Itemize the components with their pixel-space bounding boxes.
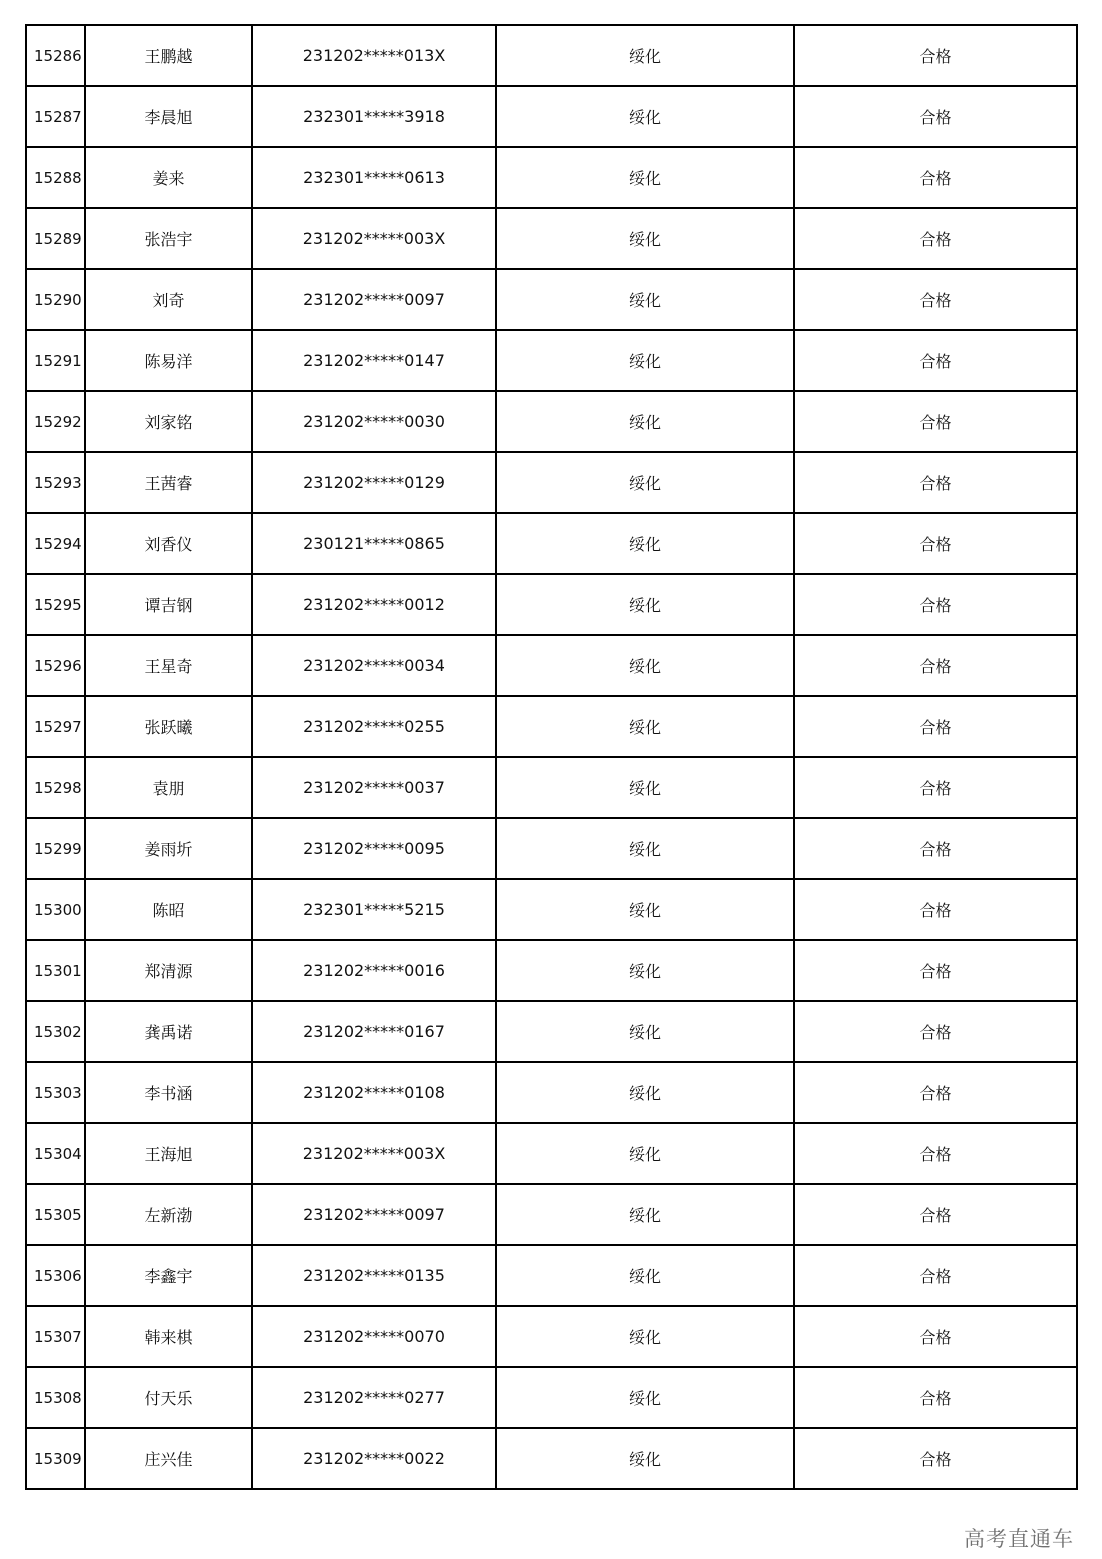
cell-number: 15298: [26, 757, 85, 818]
results-table-container: [25, 24, 1076, 1490]
cell-location: 绥化: [496, 86, 794, 147]
cell-name: 陈易洋: [85, 330, 252, 391]
cell-number: 15287: [26, 86, 85, 147]
cell-id-number: 231202*****0135: [252, 1245, 496, 1306]
cell-location: 绥化: [496, 1245, 794, 1306]
cell-name: 张浩宇: [85, 208, 252, 269]
table-row: [26, 635, 1077, 696]
cell-location: 绥化: [496, 1184, 794, 1245]
cell-number: 15289: [26, 208, 85, 269]
cell-id-number: 231202*****0030: [252, 391, 496, 452]
cell-name: 王海旭: [85, 1123, 252, 1184]
cell-name: 谭吉钢: [85, 574, 252, 635]
cell-number: 15308: [26, 1367, 85, 1428]
cell-result: 合格: [794, 1367, 1077, 1428]
cell-name: 张跃曦: [85, 696, 252, 757]
cell-result: 合格: [794, 879, 1077, 940]
cell-name: 龚禹诺: [85, 1001, 252, 1062]
cell-number: 15306: [26, 1245, 85, 1306]
cell-number: 15286: [26, 25, 85, 86]
cell-number: 15304: [26, 1123, 85, 1184]
table-row: [26, 86, 1077, 147]
cell-id-number: 231202*****0097: [252, 269, 496, 330]
cell-name: 王星奇: [85, 635, 252, 696]
table-row: [26, 574, 1077, 635]
cell-name: 姜雨圻: [85, 818, 252, 879]
cell-id-number: 231202*****0167: [252, 1001, 496, 1062]
cell-id-number: 231202*****003X: [252, 208, 496, 269]
cell-name: 姜来: [85, 147, 252, 208]
cell-name: 刘家铭: [85, 391, 252, 452]
cell-number: 15288: [26, 147, 85, 208]
cell-number: 15296: [26, 635, 85, 696]
cell-number: 15303: [26, 1062, 85, 1123]
cell-location: 绥化: [496, 1062, 794, 1123]
cell-name: 刘奇: [85, 269, 252, 330]
cell-number: 15301: [26, 940, 85, 1001]
cell-id-number: 232301*****3918: [252, 86, 496, 147]
cell-number: 15307: [26, 1306, 85, 1367]
cell-number: 15305: [26, 1184, 85, 1245]
cell-result: 合格: [794, 86, 1077, 147]
table-row: [26, 391, 1077, 452]
cell-location: 绥化: [496, 818, 794, 879]
watermark-text: 高考直通车: [964, 1527, 1074, 1551]
cell-id-number: 231202*****003X: [252, 1123, 496, 1184]
cell-id-number: 231202*****0022: [252, 1428, 496, 1489]
table-row: [26, 1428, 1077, 1489]
cell-name: 郑清源: [85, 940, 252, 1001]
cell-result: 合格: [794, 940, 1077, 1001]
cell-name: 李书涵: [85, 1062, 252, 1123]
cell-name: 李鑫宇: [85, 1245, 252, 1306]
cell-location: 绥化: [496, 1306, 794, 1367]
cell-id-number: 231202*****0097: [252, 1184, 496, 1245]
cell-location: 绥化: [496, 208, 794, 269]
table-row: [26, 513, 1077, 574]
cell-location: 绥化: [496, 696, 794, 757]
cell-number: 15294: [26, 513, 85, 574]
cell-id-number: 231202*****0034: [252, 635, 496, 696]
table-row: [26, 1367, 1077, 1428]
cell-result: 合格: [794, 818, 1077, 879]
cell-result: 合格: [794, 696, 1077, 757]
cell-id-number: 232301*****5215: [252, 879, 496, 940]
table-row: [26, 1245, 1077, 1306]
cell-number: 15299: [26, 818, 85, 879]
cell-location: 绥化: [496, 1001, 794, 1062]
cell-name: 李晨旭: [85, 86, 252, 147]
cell-location: 绥化: [496, 757, 794, 818]
cell-result: 合格: [794, 1245, 1077, 1306]
table-row: [26, 757, 1077, 818]
table-row: [26, 25, 1077, 86]
cell-location: 绥化: [496, 391, 794, 452]
cell-id-number: 231202*****0108: [252, 1062, 496, 1123]
cell-result: 合格: [794, 1123, 1077, 1184]
table-row: [26, 696, 1077, 757]
cell-location: 绥化: [496, 1367, 794, 1428]
cell-result: 合格: [794, 635, 1077, 696]
table-row: [26, 1001, 1077, 1062]
cell-result: 合格: [794, 452, 1077, 513]
cell-id-number: 231202*****013X: [252, 25, 496, 86]
cell-location: 绥化: [496, 25, 794, 86]
cell-result: 合格: [794, 391, 1077, 452]
cell-number: 15309: [26, 1428, 85, 1489]
table-row: [26, 1062, 1077, 1123]
cell-name: 韩来棋: [85, 1306, 252, 1367]
cell-result: 合格: [794, 1001, 1077, 1062]
table-row: [26, 147, 1077, 208]
cell-number: 15291: [26, 330, 85, 391]
cell-id-number: 231202*****0095: [252, 818, 496, 879]
cell-result: 合格: [794, 513, 1077, 574]
cell-number: 15297: [26, 696, 85, 757]
table-row: [26, 940, 1077, 1001]
table-row: [26, 269, 1077, 330]
cell-id-number: 231202*****0129: [252, 452, 496, 513]
cell-location: 绥化: [496, 1123, 794, 1184]
cell-name: 王茜睿: [85, 452, 252, 513]
table-row: [26, 208, 1077, 269]
table-body: [26, 25, 1077, 1489]
cell-number: 15292: [26, 391, 85, 452]
cell-location: 绥化: [496, 635, 794, 696]
cell-result: 合格: [794, 1306, 1077, 1367]
cell-location: 绥化: [496, 147, 794, 208]
table-row: [26, 818, 1077, 879]
cell-location: 绥化: [496, 269, 794, 330]
cell-name: 王鹏越: [85, 25, 252, 86]
cell-name: 刘香仪: [85, 513, 252, 574]
cell-result: 合格: [794, 147, 1077, 208]
table-row: [26, 1123, 1077, 1184]
cell-location: 绥化: [496, 330, 794, 391]
cell-id-number: 231202*****0016: [252, 940, 496, 1001]
table-row: [26, 879, 1077, 940]
results-table: [25, 24, 1078, 1490]
cell-result: 合格: [794, 330, 1077, 391]
cell-result: 合格: [794, 269, 1077, 330]
cell-result: 合格: [794, 1184, 1077, 1245]
cell-id-number: 230121*****0865: [252, 513, 496, 574]
cell-name: 付天乐: [85, 1367, 252, 1428]
table-row: [26, 452, 1077, 513]
cell-result: 合格: [794, 574, 1077, 635]
cell-id-number: 231202*****0277: [252, 1367, 496, 1428]
cell-location: 绥化: [496, 940, 794, 1001]
cell-number: 15300: [26, 879, 85, 940]
cell-location: 绥化: [496, 1428, 794, 1489]
cell-number: 15293: [26, 452, 85, 513]
cell-id-number: 231202*****0070: [252, 1306, 496, 1367]
cell-id-number: 232301*****0613: [252, 147, 496, 208]
cell-name: 左新渤: [85, 1184, 252, 1245]
cell-name: 庄兴佳: [85, 1428, 252, 1489]
cell-number: 15295: [26, 574, 85, 635]
cell-id-number: 231202*****0255: [252, 696, 496, 757]
cell-name: 袁朋: [85, 757, 252, 818]
cell-result: 合格: [794, 25, 1077, 86]
cell-id-number: 231202*****0147: [252, 330, 496, 391]
table-row: [26, 330, 1077, 391]
table-row: [26, 1306, 1077, 1367]
cell-location: 绥化: [496, 452, 794, 513]
cell-id-number: 231202*****0012: [252, 574, 496, 635]
cell-number: 15290: [26, 269, 85, 330]
cell-result: 合格: [794, 1062, 1077, 1123]
table-row: [26, 1184, 1077, 1245]
cell-location: 绥化: [496, 513, 794, 574]
cell-result: 合格: [794, 757, 1077, 818]
cell-location: 绥化: [496, 879, 794, 940]
cell-result: 合格: [794, 208, 1077, 269]
cell-name: 陈昭: [85, 879, 252, 940]
cell-location: 绥化: [496, 574, 794, 635]
cell-number: 15302: [26, 1001, 85, 1062]
cell-result: 合格: [794, 1428, 1077, 1489]
cell-id-number: 231202*****0037: [252, 757, 496, 818]
